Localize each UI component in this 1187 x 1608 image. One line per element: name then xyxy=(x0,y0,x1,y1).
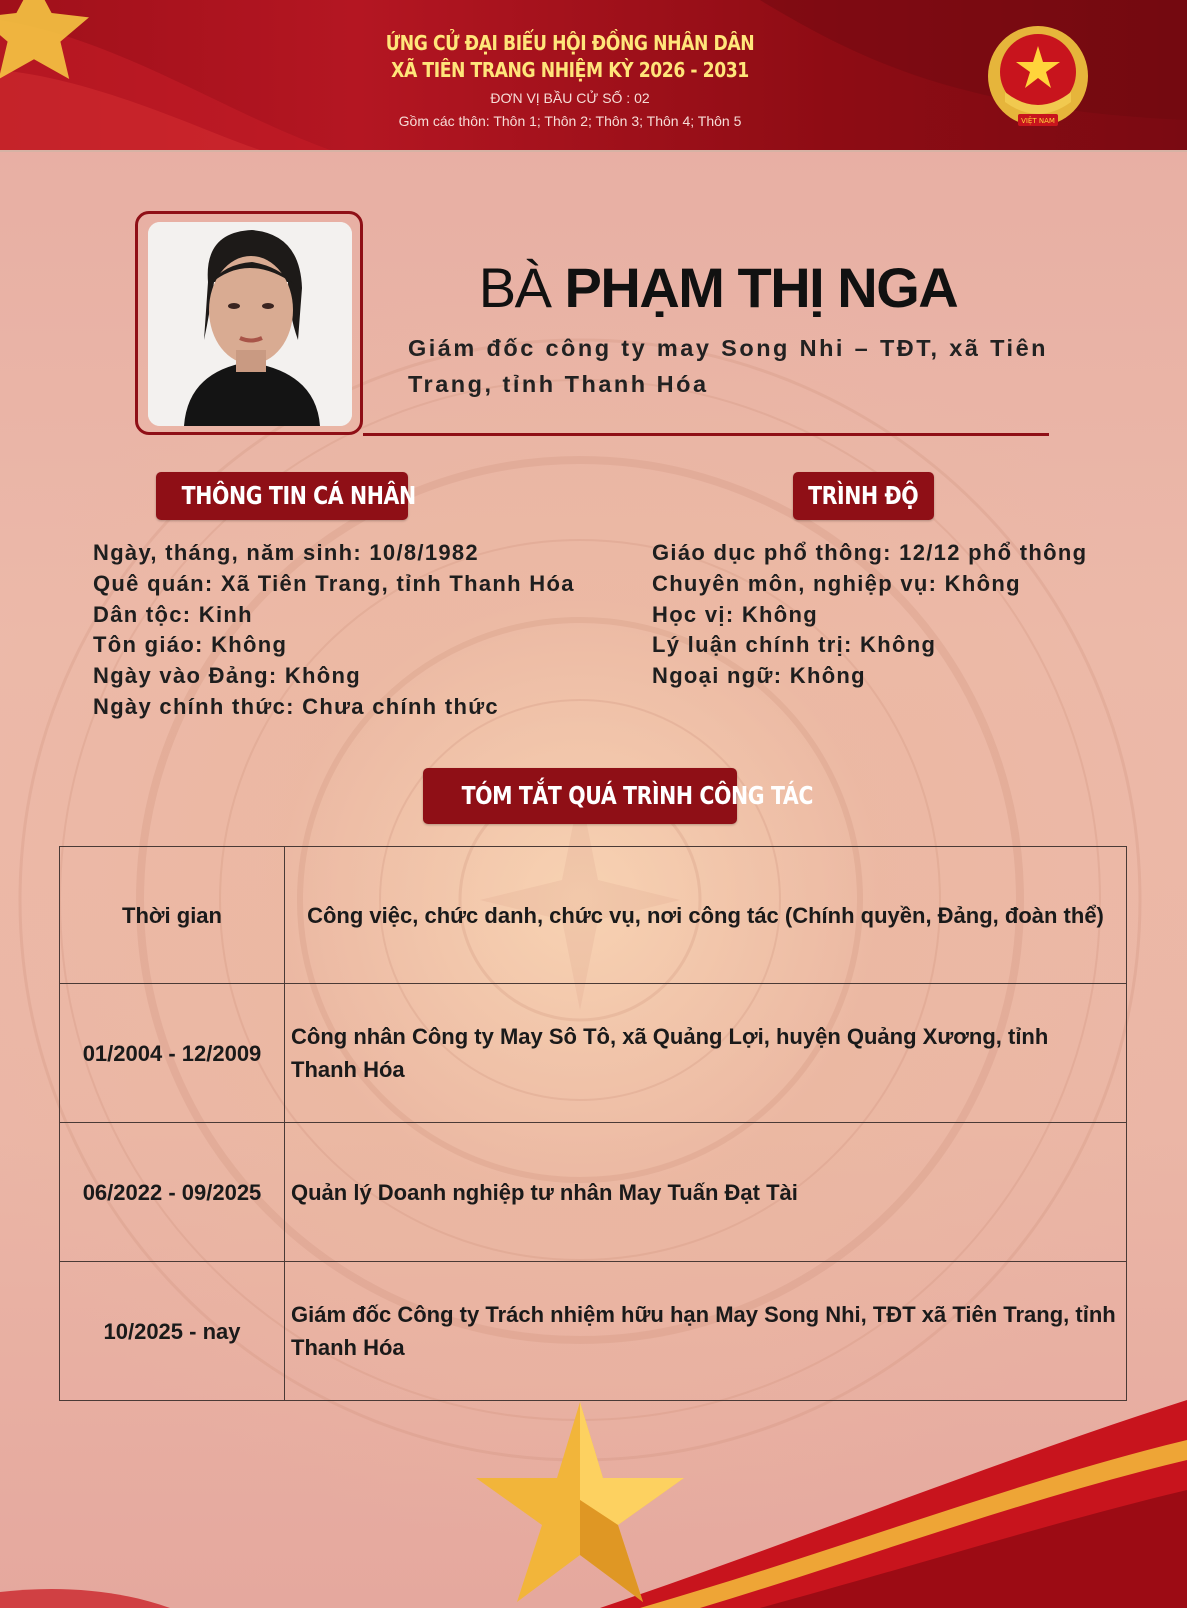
list-item: Quê quán: Xã Tiên Trang, tỉnh Thanh Hóa xyxy=(93,570,575,596)
header-time: Thời gian xyxy=(60,847,285,984)
list-item: Lý luận chính trị: Không xyxy=(652,632,937,658)
row-description: Quản lý Doanh nghiệp tư nhân May Tuấn Đạt Tài xyxy=(285,1123,1127,1262)
bottom-decoration xyxy=(0,1380,1187,1608)
table-row xyxy=(60,984,1127,1123)
row-description: Giám đốc Công ty Trách nhiệm hữu hạn May Song Nhi, TĐT xã Tiên Trang, tỉnh Thanh Hóa xyxy=(285,1262,1127,1401)
table-row xyxy=(60,1123,1127,1262)
portrait-placeholder-icon xyxy=(148,222,352,426)
career-title: TÓM TẮT QUÁ TRÌNH CÔNG TÁC xyxy=(461,781,814,810)
electoral-unit: ĐƠN VỊ BẦU CỬ SỐ : 02 xyxy=(490,90,650,106)
row-time: 01/2004 - 12/2009 xyxy=(60,984,285,1123)
list-item: Giáo dục phổ thông: 12/12 phổ thông xyxy=(652,540,1088,565)
name-divider xyxy=(363,433,1049,436)
row-description: Công nhân Công ty May Sô Tô, xã Quảng Lợi, huyện Quảng Xương, tỉnh Thanh Hóa xyxy=(285,984,1127,1123)
header-banner xyxy=(0,0,1187,152)
candidate-photo xyxy=(148,222,352,426)
list-item: Ngày chính thức: Chưa chính thức xyxy=(93,693,499,719)
list-item: Dân tộc: Kinh xyxy=(93,601,253,627)
emblem-label: VIỆT NAM xyxy=(1021,117,1055,125)
personal-info-list xyxy=(93,538,575,723)
header-title-line2: XÃ TIÊN TRANG NHIỆM KỲ 2026 - 2031 xyxy=(391,58,749,82)
header-title-line1: ỨNG CỬ ĐẠI BIỂU HỘI ĐỒNG NHÂN DÂN xyxy=(385,31,755,55)
career-table xyxy=(59,846,1127,1401)
name-main: PHẠM THỊ NGA xyxy=(564,256,958,319)
education-list xyxy=(652,538,1087,692)
list-item: Học vị: Không xyxy=(652,601,819,627)
career-label xyxy=(423,768,814,824)
list-item: Chuyên môn, nghiệp vụ: Không xyxy=(652,570,1021,596)
name-prefix: BÀ xyxy=(478,256,551,319)
national-emblem-icon xyxy=(985,22,1091,134)
star-icon xyxy=(476,1402,684,1602)
header-text-block xyxy=(330,30,810,132)
header-description: Công việc, chức danh, chức vụ, nơi công tác (Chính quyền, Đảng, đoàn thể) xyxy=(285,847,1127,984)
personal-info-label xyxy=(156,472,416,520)
candidate-position: Giám đốc công ty may Song Nhi – TĐT, xã Tiên Trang, tỉnh Thanh Hóa xyxy=(408,335,1048,397)
row-time: 06/2022 - 09/2025 xyxy=(60,1123,285,1262)
villages-list: Gồm các thôn: Thôn 1; Thôn 2; Thôn 3; Thôn 4; Thôn 5 xyxy=(398,113,742,129)
list-item: Tôn giáo: Không xyxy=(93,632,288,658)
table-header-row xyxy=(60,847,1127,984)
education-label xyxy=(793,472,934,520)
candidate-name xyxy=(408,255,1028,321)
list-item: Ngày vào Đảng: Không xyxy=(93,663,362,689)
list-item: Ngoại ngữ: Không xyxy=(652,663,866,689)
row-time: 10/2025 - nay xyxy=(60,1262,285,1401)
education-title: TRÌNH ĐỘ xyxy=(808,481,919,510)
personal-info-title: THÔNG TIN CÁ NHÂN xyxy=(181,481,416,510)
list-item: Ngày, tháng, năm sinh: 10/8/1982 xyxy=(93,540,479,565)
